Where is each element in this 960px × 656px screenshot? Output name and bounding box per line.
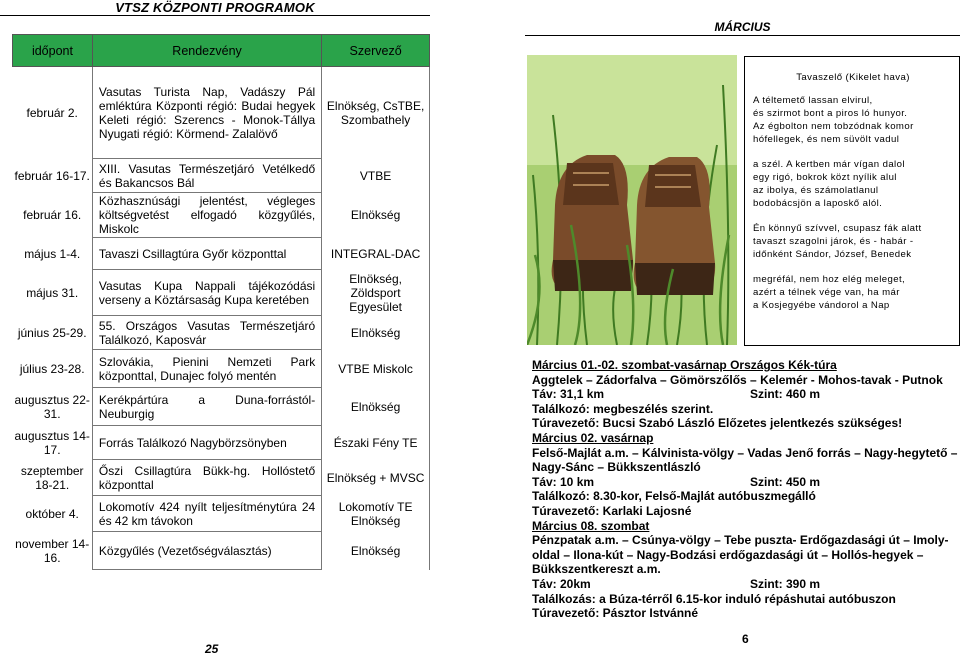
poem-line: hófellegek, és nem süvölt vadul [753,134,900,145]
cell-organizer: Elnökség [322,316,430,350]
tour-2-distance: Táv: 10 km [532,474,595,489]
column-header-organizer: Szervező [322,35,430,67]
table-row [13,238,430,270]
cell-date: augusztus 14-17. [14,428,90,457]
month-header: MÁRCIUS [525,20,960,36]
tour-3-route: Pénzpatak a.m. – Csúnya-völgy – Tebe puszta- Erdőgazdasági út – Imoly-oldal – Ilona-kút – Nagy-Bodzási erdőgazdasági út – Hollós-hegyek – Bükkszentkereszt a.m. [532,533,949,577]
poem-line: a szél. A kertben már vígan dalol [753,159,905,170]
cell-event: Tavaszi Csillagtúra Győr központtal [92,238,321,270]
table-row [13,350,430,388]
tour-listings [532,358,960,621]
tour-1-guide: Túravezető: Bucsi Szabó László Előzetes jelentkezés szükséges! [532,416,903,431]
table-row [13,532,430,570]
table-row [13,159,430,193]
tour-1-heading: Március 01.-02. szombat-vasárnap Országos Kék-túra [532,358,837,372]
tour-3-guide: Túravezető: Pásztor Istvánné [532,606,699,621]
table-row [13,460,430,496]
poem-stanza [753,273,953,312]
tour-3-elevation: Szint: 390 m [750,576,821,591]
column-header-event: Rendezvény [92,35,321,67]
boots-illustration [527,55,737,345]
boots-photo [527,55,737,345]
tour-3-heading: Március 08. szombat [532,518,650,533]
table-row [13,193,430,238]
cell-organizer: Elnökség [322,388,430,426]
left-page [0,0,480,655]
cell-date: szeptember 18-21. [20,463,84,492]
tour-2-heading: Március 02. vasárnap [532,430,654,445]
poem-line: azért a télnek vége van, ha már [753,287,900,298]
page-number: 25 [205,642,219,656]
cell-date: július 23-28. [19,361,85,376]
table-row [13,67,430,159]
column-header-date: időpont [13,35,93,67]
cell-event: XIII. Vasutas Természetjáró Vetélkedő és Bakancsos Bál [92,159,321,193]
schedule-table [12,34,430,570]
poem-line: Én könnyű szívvel, csupasz fák alatt [753,223,922,234]
poem-line: bodobácsjön a laposkő alól. [753,198,883,209]
cell-date: november 14-16. [15,536,90,565]
cell-date: február 16. [23,208,82,222]
right-page [480,0,960,655]
tour-1-stats [532,387,960,402]
table-row [13,496,430,532]
table-header-row [13,35,430,67]
cell-event: Közhasznúsági jelentést, végleges költségvetést elfogadó közgyűlés, Miskolc [92,193,321,238]
poem-body [753,94,953,312]
poem-line: A téltemető lassan elvirul, [753,95,873,106]
table-row [13,270,430,316]
tour-2-elevation: Szint: 450 m [750,474,821,489]
cell-date: május 1-4. [24,246,81,261]
programs-header: VTSZ KÖZPONTI PROGRAMOK [0,0,430,16]
cell-date: február 16-17. [14,168,90,183]
cell-date: október 4. [25,506,79,521]
poem-stanza [753,158,953,210]
cell-organizer: Elnökség, Zöldsport Egyesület [322,270,430,316]
tour-3-meeting: Találkozás: a Búza-térről 6.15-kor induló répáshutai autóbuszon [532,591,896,606]
cell-organizer: Északi Fény TE [322,426,430,460]
tour-1-elevation: Szint: 460 m [750,387,821,402]
tour-2-meeting: Találkozó: 8.30-kor, Felső-Majlát autóbuszmegálló [532,489,816,504]
cell-organizer: Lokomotív TE Elnökség [322,496,430,532]
tour-1-meeting: Találkozó: megbeszélés szerint. [532,401,714,416]
cell-event: Szlovákia, Pienini Nemzeti Park központtal, Dunajec folyó mentén [92,350,321,388]
poem-line: tavaszt szagolni járok, és - habár - [753,236,914,247]
cell-organizer: Elnökség + MVSC [322,460,430,496]
cell-event: Közgyűlés (Vezetőségválasztás) [92,532,321,570]
cell-event: 55. Országos Vasutas Természetjáró Találkozó, Kaposvár [92,316,321,350]
poem-line: és szirmot bont a piros ló hunyor. [753,108,908,119]
tour-3-distance: Táv: 20km [532,576,591,591]
poem-line: időnként Sándor, József, Benedek [753,249,912,260]
cell-event: Őszi Csillagtúra Bükk-hg. Hollóstető központtal [92,460,321,496]
cell-event: Vasutas Turista Nap, Vadászy Pál emléktúra Központi régió: Budai hegyek Keleti régió: Szerencs - Monok-Tállya Nyugati régió: Körmend- Zalalövő [92,67,321,159]
cell-organizer: Elnökség [322,532,430,570]
cell-organizer: Elnökség, CsTBE, Szombathely [322,67,430,159]
tour-1-route: Aggtelek – Zádorfalva – Gömörszőlős – Kelemér - Mohos-tavak - Putnok [532,372,943,387]
table-row [13,426,430,460]
cell-organizer: Elnökség [322,193,430,238]
poem-line: megréfál, nem hoz elég meleget, [753,274,906,285]
cell-event: Forrás Találkozó Nagybörzsönyben [92,426,321,460]
tour-1-distance: Táv: 31,1 km [532,387,605,402]
cell-organizer: VTBE Miskolc [322,350,430,388]
poem-line: a Kosjegyébe vándorol a Nap [753,300,890,311]
schedule-body [13,67,430,570]
poem-line: Az égbolton nem tobzódnak komor [753,121,914,132]
tour-2-route: Felső-Majlát a.m. – Kálvinista-völgy – Vadas Jenő forrás – Nagy-hegytető – Nagy-Sánc – Bükkszentlászló [532,445,958,475]
cell-event: Vasutas Kupa Nappali tájékozódási verseny a Köztársaság Kupa keretében [92,270,321,316]
poem-stanza [753,222,953,261]
table-row [13,388,430,426]
page-number: 6 [742,632,749,646]
poem-line: egy rigó, bokrok közt nyílik alul [753,172,897,183]
cell-date: május 31. [26,285,79,300]
cell-event: Kerékpártúra a Duna-forrástól-Neuburgig [92,388,321,426]
table-row [13,316,430,350]
poem-title: Tavaszelő (Kikelet hava) [796,72,910,83]
cell-date: június 25-29. [17,325,87,340]
cell-event: Lokomotív 424 nyílt teljesítménytúra 24 és 42 km távokon [92,496,321,532]
tour-2-stats [532,475,960,490]
cell-organizer: VTBE [322,159,430,193]
cell-date: február 2. [26,105,78,120]
tour-2-guide: Túravezető: Karlaki Lajosné [532,503,692,518]
poem-box [744,56,960,346]
tour-3-stats [532,577,960,592]
cell-date: augusztus 22-31. [14,392,90,421]
poem-line: az ibolya, és számolatlanul [753,185,879,196]
cell-organizer: INTEGRAL-DAC [322,238,430,270]
poem-stanza [753,94,953,146]
